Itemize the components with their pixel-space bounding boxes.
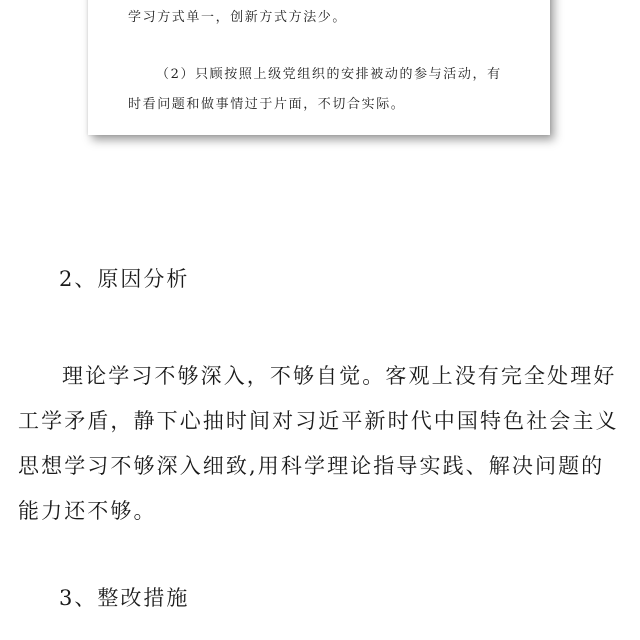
paragraph-line [18,354,628,399]
section-heading-rectification-measures: 3、整改措施 [59,586,190,610]
paragraph-line: 思想学习不够深入细致,用科学理论指导实践、解决问题的 [18,454,605,478]
embedded-document-image [88,0,550,135]
paragraph-line: 工学矛盾，静下心抽时间对习近平新时代中国特色社会主义 [18,409,619,433]
paragraph-line: 能力还不够。 [18,499,157,523]
doc-line: 学习方式单一，创新方式方法少。 [128,10,348,25]
doc-line: 时看问题和做事情过于片面，不切合实际。 [128,97,406,112]
doc-line: （2）只顾按照上级党组织的安排被动的参与活动，有 [156,67,502,82]
section-heading-cause-analysis: 2、原因分析 [59,267,190,291]
cause-paragraph [18,354,628,534]
paragraph-line-text: 理论学习不够深入，不够自觉。客观上没有完全处理好 [62,364,617,388]
